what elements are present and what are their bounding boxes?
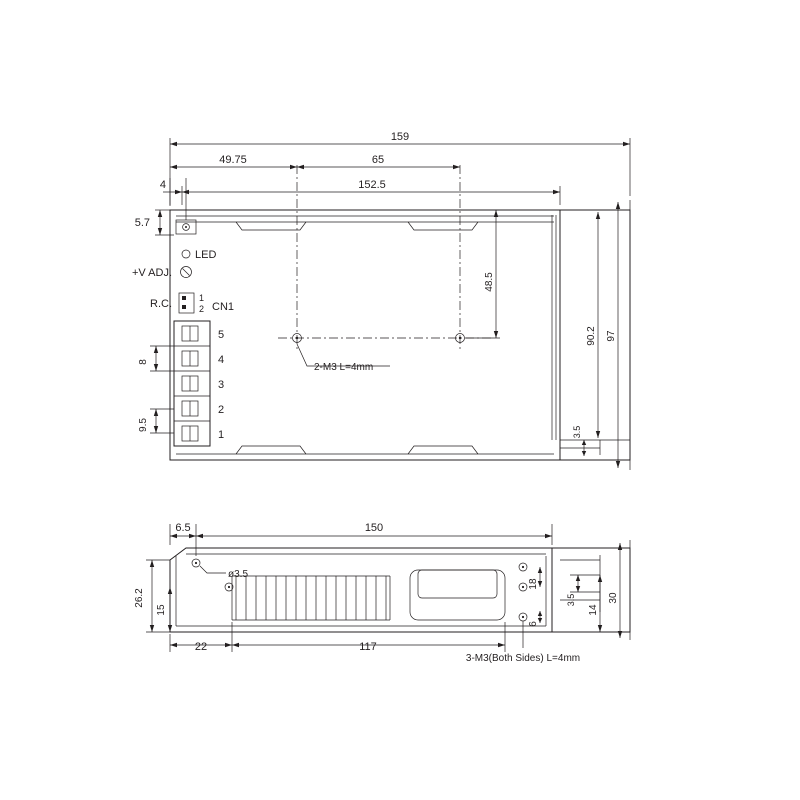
- label-led: LED: [195, 249, 217, 261]
- heatsink-fins: [232, 576, 390, 620]
- side-view-geometry: [170, 540, 630, 648]
- label-terminal-1: 1: [218, 429, 225, 441]
- dim-height-26-2: 26.2: [134, 588, 145, 608]
- dim-terminal-9-5: 9.5: [138, 418, 149, 432]
- dim-overall-width: 97: [606, 330, 617, 342]
- top-view-geometry: [170, 138, 630, 470]
- dim-edge-5-7: 5.7: [134, 217, 150, 229]
- label-terminal-2: 2: [218, 404, 225, 416]
- label-terminal-4: 4: [218, 354, 225, 366]
- dim-height-3-5: 3.5: [566, 593, 576, 607]
- dim-edge-4: 4: [159, 179, 166, 191]
- dim-base-22: 22: [194, 641, 208, 653]
- dim-side-case-length: 150: [364, 522, 384, 534]
- dim-tab-3-5: 3.5: [572, 425, 582, 439]
- dim-case-length: 152.5: [358, 179, 386, 191]
- label-terminal-5: 5: [218, 329, 225, 341]
- side-view-dimensions: [146, 524, 622, 652]
- dim-edge-6-5: 6.5: [175, 522, 191, 534]
- label-cn1-pin2: 2: [199, 304, 205, 314]
- terminal-block: [174, 321, 210, 446]
- dim-inner-width: 90.2: [586, 326, 597, 346]
- label-v-adj: +V ADJ.: [131, 267, 172, 279]
- label-rc: R.C.: [150, 298, 172, 310]
- note-3-m3-both-sides: 3-M3(Both Sides) L=4mm: [465, 653, 581, 664]
- note-2-m3: 2-M3 L=4mm: [314, 362, 374, 373]
- dim-terminal-pitch-8: 8: [138, 359, 149, 365]
- dim-hole-spacing: 65: [371, 154, 385, 166]
- dim-height-15: 15: [156, 604, 167, 616]
- dim-overall-length: 159: [390, 131, 410, 143]
- label-cn1: CN1: [212, 301, 235, 313]
- dim-base-117: 117: [359, 641, 377, 653]
- label-terminal-3: 3: [218, 379, 225, 391]
- dim-height-14: 14: [588, 604, 599, 616]
- dim-hole-6: 6: [528, 621, 539, 627]
- label-hole-diameter: ø3.5: [228, 569, 249, 580]
- dim-hole-from-top: 48.5: [484, 272, 495, 292]
- dim-hole-18: 18: [528, 578, 539, 590]
- dim-hole-offset-left: 49.75: [219, 154, 247, 166]
- dim-overall-height: 30: [608, 592, 619, 604]
- top-view-labels: [132, 131, 617, 441]
- label-cn1-pin1: 1: [199, 293, 205, 303]
